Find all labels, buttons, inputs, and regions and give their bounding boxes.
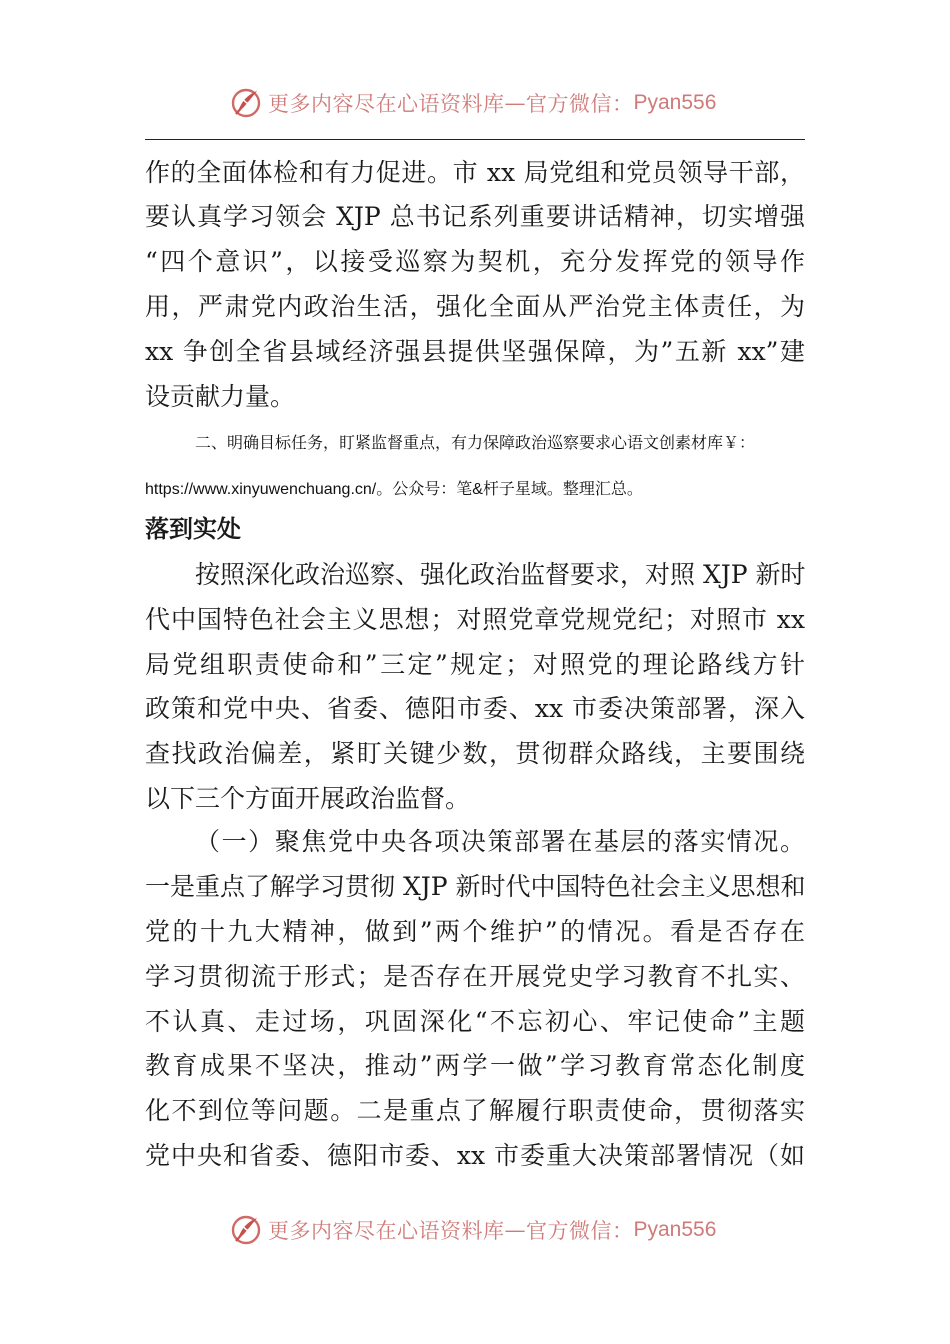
body-line: 学习贯彻流于形式；是否存在开展党史学习教育不扎实、 xyxy=(145,962,805,991)
body-line: 代中国特色社会主义思想；对照党章党规党纪；对照市 xx xyxy=(145,605,805,634)
banner-wechat-id: Pyan556 xyxy=(633,91,717,114)
banner-wechat-label: 官方微信： xyxy=(526,1219,634,1243)
body-line: 以下三个方面开展政治监督。 xyxy=(145,784,471,813)
body-line: 要认真学习领会 XJP 总书记系列重要讲话精神，切实增强 xyxy=(145,202,805,231)
body-line: 用，严肃党内政治生活，强化全面从严治党主体责任，为 xyxy=(145,292,805,321)
body-line: 局党组职责使命和”三定”规定；对照党的理论路线方针 xyxy=(145,650,805,679)
body-line: 政策和党中央、省委、德阳市委、xx 市委决策部署，深入 xyxy=(145,694,805,723)
body-line: 一是重点了解学习贯彻 XJP 新时代中国特色社会主义思想和 xyxy=(145,872,806,901)
banner-wechat-id: Pyan556 xyxy=(633,1218,717,1241)
body-line: 不认真、走过场，巩固深化“不忘初心、牢记使命”主题 xyxy=(145,1007,805,1036)
header-divider xyxy=(145,139,805,140)
body-line: 教育成果不坚决，推动”两学一做”学习教育常态化制度 xyxy=(145,1051,805,1080)
banner-title: 更多内容尽在心语资料库 xyxy=(268,92,505,116)
body-line: 党中央和省委、德阳市委、xx 市委重大决策部署情况（如 xyxy=(145,1141,805,1170)
footer-watermark-banner xyxy=(230,1210,716,1250)
body-line: 化不到位等问题。二是重点了解履行职责使命，贯彻落实 xyxy=(145,1096,805,1125)
section-heading: 落到实处 xyxy=(145,515,241,543)
body-line: xx 争创全省县域经济强县提供坚强保障，为”五新 xx”建 xyxy=(145,337,805,366)
body-line: 查找政治偏差，紧盯关键少数，贯彻群众路线，主要围绕 xyxy=(145,739,805,768)
pen-logo-icon xyxy=(230,86,264,120)
banner-wechat-label: 官方微信： xyxy=(526,92,634,116)
banner-dash: — xyxy=(504,91,526,115)
body-line: 作的全面体检和有力促进。市 xx 局党组和党员领导干部， xyxy=(145,158,805,187)
banner-dash: — xyxy=(504,1218,526,1242)
pen-logo-icon xyxy=(230,1213,264,1247)
body-line: （一）聚焦党中央各项决策部署在基层的落实情况。 xyxy=(195,827,805,856)
body-line: 按照深化政治巡察、强化政治监督要求，对照 XJP 新时 xyxy=(195,560,806,589)
header-watermark-banner xyxy=(230,83,716,123)
body-line: 设贡献力量。 xyxy=(145,382,296,411)
banner-title: 更多内容尽在心语资料库 xyxy=(268,1219,505,1243)
body-line: “四个意识”，以接受巡察为契机，充分发挥党的领导作 xyxy=(145,247,805,276)
source-url-line: https://www.xinyuwenchuang.cn/。公众号：笔&杆子星域。整理汇总。 xyxy=(145,481,643,498)
section-title-line: 二、明确目标任务，盯紧监督重点，有力保障政治巡察要求心语文创素材库￥： xyxy=(195,435,756,452)
body-line: 党的十九大精神，做到”两个维护”的情况。看是否存在 xyxy=(145,917,805,946)
